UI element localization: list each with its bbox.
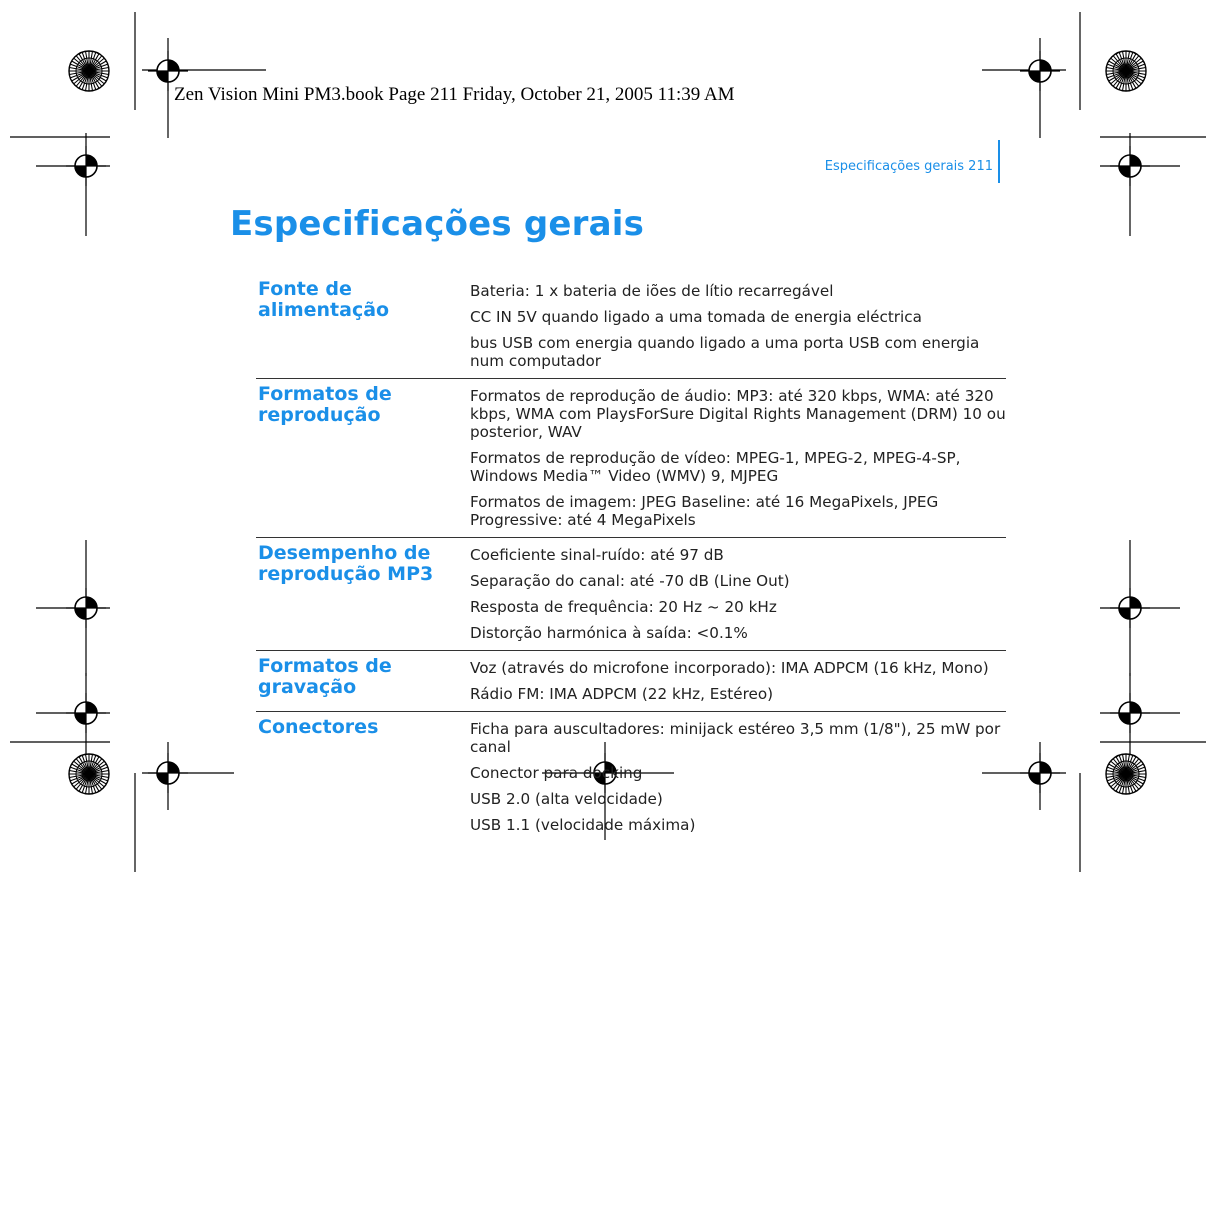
spec-item: USB 2.0 (alta velocidade) [470,790,663,808]
spec-item: Separação do canal: até -70 dB (Line Out) [470,572,790,590]
spec-section-recording-formats [256,651,1006,712]
spec-items [470,274,1006,378]
spec-item: Resposta de frequência: 20 Hz ~ 20 kHz [470,598,777,616]
spec-section-connectors [256,712,1006,842]
spec-items [470,651,1006,711]
spec-item: Formatos de imagem: JPEG Baseline: até 16 MegaPixels, JPEG Progressive: até 4 MegaPixels [470,493,939,529]
spec-item: Ficha para auscultadores: minijack estéreo 3,5 mm (1/8"), 25 mW por canal [470,720,1001,756]
spec-item: Voz (através do microfone incorporado): IMA ADPCM (16 kHz, Mono) [470,659,989,677]
spec-section-playback-formats [256,379,1006,538]
spec-item: Conector para docking [470,764,643,782]
spec-heading: Formatos de reprodução [258,383,392,426]
spec-heading: Desempenho de reprodução MP3 [258,542,434,585]
spec-heading: Formatos de gravação [258,655,392,698]
running-head-rule [998,140,1000,183]
page-title: Especificações gerais [230,204,645,244]
spec-section-power [256,274,1006,379]
spec-item: Distorção harmónica à saída: <0.1% [470,624,748,642]
spec-item: Bateria: 1 x bateria de iões de lítio recarregável [470,282,834,300]
spec-section-mp3-performance [256,538,1006,651]
spec-items [470,379,1006,537]
spec-items [470,712,1006,842]
spec-item: Rádio FM: IMA ADPCM (22 kHz, Estéreo) [470,685,774,703]
spec-item: CC IN 5V quando ligado a uma tomada de energia eléctrica [470,308,922,326]
spec-item: USB 1.1 (velocidade máxima) [470,816,696,834]
spec-item: Coeficiente sinal-ruído: até 97 dB [470,546,724,564]
running-head: Especificações gerais 211 [824,159,993,174]
spec-item: Formatos de reprodução de vídeo: MPEG-1, MPEG-2, MPEG-4-SP, Windows Media™ Video (WMV) 9, MJPEG [470,449,961,485]
spec-items [470,538,1006,650]
spec-heading: Fonte de alimentação [258,278,390,321]
spec-table [256,274,1006,842]
spec-item: Formatos de reprodução de áudio: MP3: até 320 kbps, WMA: até 320 kbps, WMA com PlaysForSure Digital Rights Management (DRM) 10 ou posterior, WAV [470,387,1006,441]
spec-item: bus USB com energia quando ligado a uma porta USB com energia num computador [470,334,980,370]
spec-heading: Conectores [258,716,379,738]
book-slug-header: Zen Vision Mini PM3.book Page 211 Friday, October 21, 2005 11:39 AM [174,84,735,105]
